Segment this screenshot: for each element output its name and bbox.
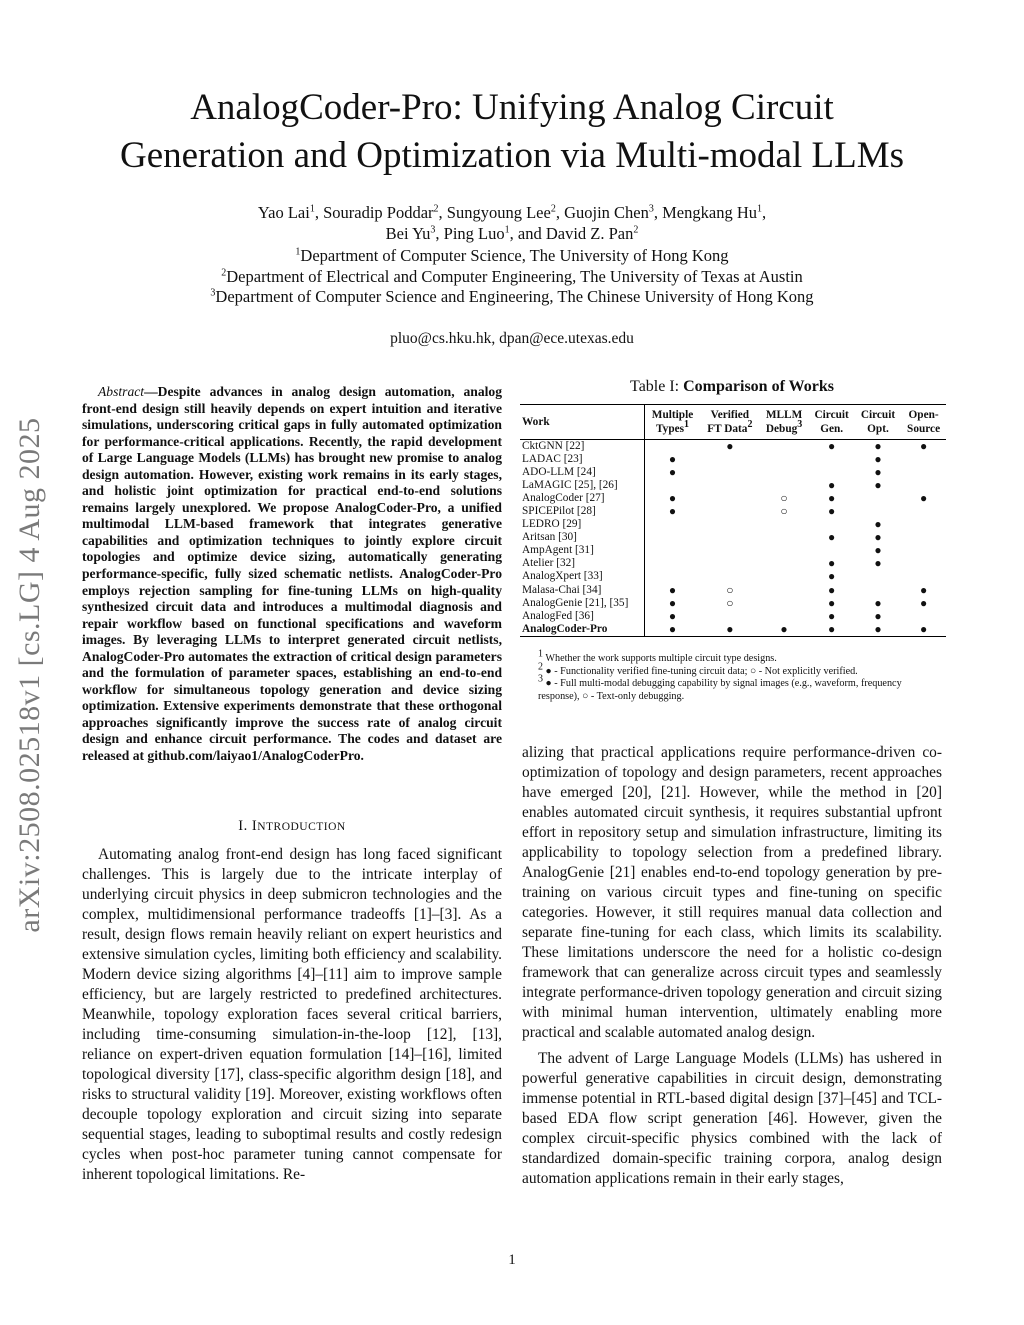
table-cell-mark: ○ — [780, 491, 788, 506]
table-cell-mark — [760, 453, 809, 466]
header-mllm — [760, 405, 809, 440]
table-cell-mark — [700, 531, 760, 544]
table-cell-mark — [645, 440, 701, 454]
table-row — [520, 584, 946, 597]
table-cell-work: LEDRO [29] — [522, 518, 582, 531]
table-cell-mark: ● — [726, 621, 734, 636]
table-cell-mark — [760, 544, 809, 557]
table-cell-mark: ○ — [726, 595, 734, 610]
table-cell-work: SPICEPilot [28] — [522, 505, 596, 518]
table-cell-mark: ● — [919, 582, 928, 597]
comparison-table — [520, 404, 946, 637]
note-text: Whether the work supports multiple circuit type designs. — [545, 653, 777, 664]
table-cell-mark — [901, 610, 946, 623]
table-cell-mark: ● — [828, 530, 836, 545]
author-line-2 — [0, 224, 1024, 244]
author-name: Yao Lai — [257, 203, 310, 222]
header-multiple — [645, 405, 701, 440]
page-number: 1 — [508, 1252, 516, 1268]
table-cell-mark: ● — [919, 595, 928, 610]
emails: pluo@cs.hku.hk, dpan@ece.utexas.edu — [390, 330, 634, 347]
table-cell-work: AnalogCoder-Pro — [522, 622, 608, 635]
header-open-source — [901, 405, 946, 440]
table-cell-work: AnalogFed [36] — [522, 609, 594, 622]
note-text: ● - Functionality verified fine-tuning circuit data; ○ - Not explicitly verified. — [545, 665, 858, 677]
table-notes — [538, 648, 944, 704]
affiliation-sup: 2 — [221, 267, 227, 279]
table-row — [520, 505, 946, 518]
header-circuit-opt — [855, 405, 901, 440]
header-cgen-l2: Gen. — [820, 423, 844, 435]
affiliation-1 — [0, 246, 1024, 266]
table-cell-mark: ● — [645, 505, 701, 518]
note-sup: 1 — [538, 648, 543, 660]
table-row — [520, 623, 946, 637]
table-cell-mark: ● — [780, 621, 788, 636]
affiliation-text: Department of Computer Science, The University of Hong Kong — [300, 246, 729, 265]
affiliation-3 — [0, 287, 1024, 307]
author-name: Sungyoung Lee — [446, 203, 551, 222]
title-line-1: AnalogCoder-Pro: Unifying Analog Circuit — [190, 87, 834, 128]
table-row — [520, 531, 946, 544]
paper-title — [0, 84, 1024, 180]
table-cell-mark: ● — [828, 569, 836, 584]
table-caption-title: Comparison of Works — [683, 378, 834, 395]
table-cell-work: LADAC [23] — [522, 453, 583, 466]
table-cell-mark — [700, 570, 760, 583]
right-paragraph-1: alizing that practical applications require performance-driven co-optimization of topology and design parameters, recent approaches have emerged [20], [21]. However, while the method in [20] enables automated circuit synthesis, it requires substantial upfront effort in repository setup and simulation infrastructure, limiting its applicability to topology selection from a predefined library. AnalogGenie [21] enables end-to-end topology generation by pre-training on various circuit types and fine-tuning on specific categories. However, it still requires manual data collection and separate fine-tuning for each class, which limits its scalability. These limitations underscore the need for a holistic co-design framework that can generalize across circuit types and seamlessly integrate performance-driven topology generation and circuit sizing with minimal human intervention, ultimately enabling more practical and scalable automated analog design. — [522, 744, 942, 1041]
author-sup: 2 — [633, 224, 639, 236]
table-cell-mark: ● — [828, 582, 836, 597]
table-cell-work: AnalogCoder [27] — [522, 492, 605, 505]
table-cell-mark — [855, 492, 901, 505]
table-cell-mark — [700, 557, 760, 570]
table-cell-mark — [645, 570, 701, 583]
table-caption-prefix: Table I: — [630, 378, 684, 395]
table-cell-mark: ● — [645, 597, 701, 610]
table-cell-mark — [901, 557, 946, 570]
table-caption — [522, 378, 942, 396]
header-mllm-l2: Debug — [765, 423, 798, 435]
header-open-l1: Open- — [908, 409, 939, 421]
intro-paragraph-1: Automating analog front-end design has long faced significant challenges. This is largely due to the intricate interplay of underlying circuit physics in deep submicron technologies and the complex, multidimensional performance tradeoffs [1]–[3]. As a result, design flows remain heavily reliant on expert heuristics and extensive simulation cycles, limiting both efficiency and scalability. Modern device sizing algorithms [4]–[11] aim to improve sample efficiency, but are largely restricted to predefined architectures. Meanwhile, topology exploration faces several critical barriers, including time-consuming simulation-in-the-loop [12], [13], reliance on expert-driven equation formulation [14]–[16], limited topological diversity [17], class-specific algorithm design [18], and risks to structural validity [19]. Moreover, existing workflows often decouple topology exploration and circuit sizing into separate sequential stages, leading to suboptimal results and costly redesign cycles when post-hoc parameter tuning cannot compensate for inherent topological limitations. Re- — [82, 846, 502, 1183]
table-body — [520, 440, 946, 637]
table-cell-mark — [700, 518, 760, 531]
table-cell-mark — [901, 518, 946, 531]
table-cell-mark: ● — [828, 439, 836, 453]
table-cell-mark — [808, 453, 854, 466]
table-cell-mark: ● — [828, 556, 836, 571]
table-cell-mark: ○ — [726, 582, 734, 597]
author-name: Souradip Poddar — [323, 203, 434, 222]
table-cell-mark: ● — [828, 504, 836, 519]
author-name: David Z. Pan — [545, 224, 634, 243]
author-sep: , — [761, 203, 767, 222]
table-note — [538, 674, 944, 703]
author-sep: , — [438, 203, 447, 222]
table-row — [520, 453, 946, 466]
intro-left-column — [82, 845, 502, 1185]
affiliation-sup: 3 — [210, 287, 216, 299]
table-cell-mark — [700, 492, 760, 505]
table-cell-mark — [855, 570, 901, 583]
header-circuit-gen — [808, 405, 854, 440]
header-mllm-sup: 3 — [797, 419, 803, 431]
table-cell-mark — [901, 466, 946, 479]
table-cell-work: Aritsan [30] — [522, 531, 577, 544]
table-cell-mark — [901, 453, 946, 466]
table-cell-mark: ● — [919, 491, 928, 506]
table-cell-mark — [760, 531, 809, 544]
section-title-first: I — [251, 818, 258, 834]
arxiv-id: arXiv:2508.02518v1 [cs.LG] 4 Aug 2025 — [13, 417, 46, 933]
table-cell-mark — [700, 466, 760, 479]
author-name: Mengkang Hu — [662, 203, 757, 222]
author-sup: 1 — [756, 203, 762, 215]
table-row — [520, 610, 946, 623]
author-sup: 2 — [550, 203, 556, 215]
table-cell-mark: ● — [874, 478, 882, 493]
table-cell-mark — [760, 597, 809, 610]
table-cell-mark: ● — [828, 621, 836, 636]
section-number: I. — [238, 818, 248, 834]
table-cell-mark — [760, 584, 809, 597]
author-sup: 1 — [504, 224, 510, 236]
author-name: Bei Yu — [385, 224, 431, 243]
affiliation-2 — [0, 267, 1024, 287]
table-cell-work: LaMAGIC [25], [26] — [522, 479, 618, 492]
table-cell-mark: ● — [874, 543, 882, 558]
table-cell-mark: ● — [828, 608, 836, 623]
header-cgen-l1: Circuit — [814, 409, 849, 421]
table-cell-mark: ● — [874, 608, 882, 623]
table-cell-work: Atelier [32] — [522, 557, 576, 570]
table-cell-mark: ● — [874, 621, 882, 636]
table-cell-mark — [901, 570, 946, 583]
header-verified-l2: FT Data — [707, 423, 748, 435]
table-row — [520, 479, 946, 492]
table-row — [520, 570, 946, 583]
author-sup: 1 — [309, 203, 315, 215]
header-verified-sup: 2 — [747, 419, 753, 431]
table-cell-mark: ● — [645, 466, 701, 479]
table-cell-mark — [700, 505, 760, 518]
table-cell-mark: ● — [645, 492, 701, 505]
header-mllm-l1: MLLM — [765, 409, 803, 421]
table-cell-work: AmpAgent [31] — [522, 544, 594, 557]
table-cell-mark — [700, 479, 760, 492]
table-cell-mark — [645, 557, 701, 570]
table-row — [520, 492, 946, 505]
note-sup: 3 — [538, 674, 543, 686]
table-cell-mark — [645, 531, 701, 544]
table-cell-mark: ● — [645, 584, 701, 597]
author-sup: 3 — [648, 203, 654, 215]
table-row — [520, 557, 946, 570]
author-line-1 — [0, 203, 1024, 223]
header-verified-l1: Verified — [710, 409, 750, 421]
table-cell-mark — [901, 531, 946, 544]
note-text: ● - Full multi-modal debugging capability by signal images (e.g., waveform, frequency response), ○ - Text-only debugging. — [538, 678, 902, 703]
table-cell-mark: ● — [874, 530, 882, 545]
header-work: Work — [522, 416, 550, 428]
table-cell-mark — [700, 544, 760, 557]
abstract-label: Abstract — [98, 384, 145, 399]
table-note — [538, 648, 944, 666]
table-cell-mark: ● — [645, 623, 701, 637]
table-cell-mark — [760, 518, 809, 531]
affiliation-text: Department of Electrical and Computer Engineering, The University of Texas at Austin — [226, 267, 803, 286]
affiliation-sup: 1 — [295, 246, 301, 258]
author-sup: 3 — [430, 224, 436, 236]
affiliation-text: Department of Computer Science and Engineering, The Chinese University of Hong Kong — [215, 287, 814, 306]
author-sep: , and — [509, 224, 546, 243]
table-cell-work: ADO-LLM [24] — [522, 466, 596, 479]
table-cell-mark: ● — [874, 439, 882, 453]
table-cell-mark: ● — [874, 595, 882, 610]
table-cell-mark — [700, 453, 760, 466]
header-open-l2: Source — [907, 423, 941, 435]
author-sep: , — [435, 224, 444, 243]
table-row — [520, 466, 946, 479]
note-sup: 2 — [538, 661, 543, 673]
author-sep: , — [555, 203, 565, 222]
table-cell-mark — [760, 570, 809, 583]
table-cell-mark — [700, 610, 760, 623]
header-copt-l1: Circuit — [860, 409, 896, 421]
header-multiple-l1: Multiple — [651, 409, 694, 421]
title-line-2: Generation and Optimization via Multi-modal LLMs — [119, 135, 905, 176]
header-multiple-l2: Types — [655, 423, 685, 435]
table-cell-work: CktGNN [22] — [522, 440, 585, 452]
intro-right-column — [522, 743, 942, 1189]
author-sup: 2 — [433, 203, 439, 215]
table-cell-work: AnalogGenie [21], [35] — [522, 596, 629, 609]
table-cell-mark — [760, 557, 809, 570]
header-copt-l2: Opt. — [867, 423, 889, 435]
table-cell-mark — [645, 518, 701, 531]
table-cell-mark: ● — [919, 439, 928, 453]
table-cell-mark: ● — [828, 478, 836, 493]
table — [520, 404, 946, 637]
right-paragraph-2: The advent of Large Language Models (LLMs) has ushered in powerful generative capabilities in circuit design, demonstrating immense potential in RTL-based digital design [37]–[45] and TCL-based EDA flow script generation [46]. However, given the complex circuit-specific physics combined with the lack of standardized domain-specific training corpora, analog design automation applications remain in their early stages, — [522, 1050, 942, 1187]
table-cell-mark — [760, 440, 809, 454]
section-heading — [82, 818, 502, 835]
table-cell-mark: ● — [726, 439, 734, 453]
author-name: Guojin Chen — [564, 203, 649, 222]
table-cell-mark — [901, 505, 946, 518]
table-cell-mark: ● — [645, 610, 701, 623]
table-cell-mark: ● — [919, 621, 928, 636]
table-cell-work: Malasa-Chai [34] — [522, 583, 602, 596]
table-note — [538, 661, 944, 679]
table-row — [520, 597, 946, 610]
table-cell-mark — [760, 610, 809, 623]
header-verified — [700, 405, 760, 440]
table-cell-mark: ○ — [780, 504, 788, 519]
abstract — [82, 384, 502, 765]
author-sep: , — [653, 203, 663, 222]
author-name: Ping Luo — [443, 224, 505, 243]
table-cell-mark — [760, 466, 809, 479]
table-cell-mark: ● — [874, 465, 882, 480]
table-row — [520, 440, 946, 454]
table-row — [520, 518, 946, 531]
abstract-text: —Despite advances in analog design automation, analog front-end design still heavily depends on expert intuition and iterative simulations, underscoring critical gaps in fully automated optimization for performance-critical applications. Recently, the rapid development of Large Language Models (LLMs) has brought new promise to analog design automation. However, existing work remains in its early stages, and holistic joint optimization for practical end-to-end solutions remains largely unexplored. We propose AnalogCoder-Pro, a unified multimodal LLM-based framework that integrates generative capabilities and optimization techniques to jointly explore circuit topologies and optimize device sizing, automatically generating performance-specific, fully sized schematic netlists. AnalogCoder-Pro employs rejection sampling for fine-tuning LLMs on high-quality synthesized circuit data and introduces a multimodal diagnosis and repair workflow based on functional specifications and waveform images. By leveraging LLMs to interpret generated circuit netlists, AnalogCoder-Pro automates the extraction of critical design parameters and the formulation of parameter spaces, establishing an end-to-end workflow for simultaneous topology generation and device sizing optimization. Extensive experiments demonstrate that these orthogonal approaches significantly improve the success rate of analog circuit design and enhance circuit performance. The codes and dataset are released at github.com/laiyao1/AnalogCoderPro. — [82, 384, 502, 764]
author-sep: , — [314, 203, 324, 222]
table-cell-mark: ● — [645, 453, 701, 466]
table-header-row — [520, 405, 946, 440]
table-cell-mark — [645, 544, 701, 557]
table-cell-mark: ● — [874, 517, 882, 532]
table-cell-mark — [855, 584, 901, 597]
section-title-rest: NTRODUCTION — [257, 821, 346, 833]
arxiv-stamp — [8, 380, 52, 970]
table-row — [520, 544, 946, 557]
header-multiple-sup: 1 — [684, 419, 690, 431]
table-cell-mark: ● — [828, 491, 836, 506]
table-cell-mark — [901, 544, 946, 557]
table-cell-mark: ● — [874, 452, 882, 467]
table-cell-work: AnalogXpert [33] — [522, 570, 603, 583]
table-cell-mark: ● — [828, 595, 836, 610]
table-cell-mark: ● — [874, 556, 882, 571]
